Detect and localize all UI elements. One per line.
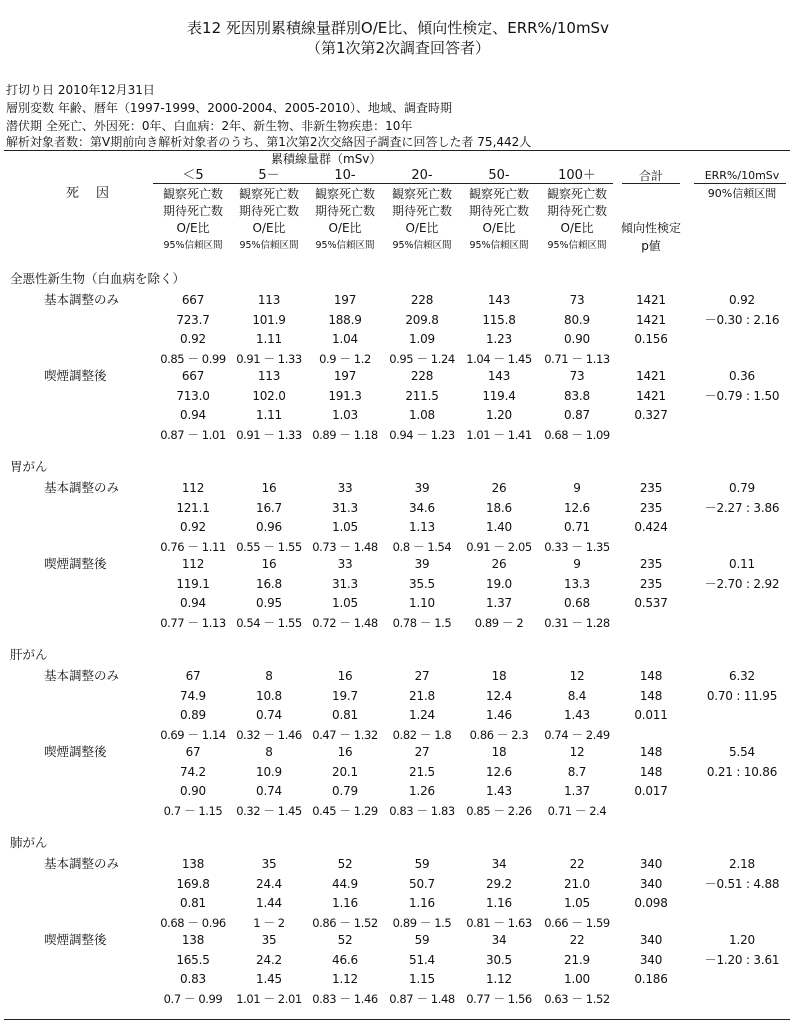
adjustment-label: 基本調整のみ <box>44 480 120 495</box>
confidence-interval: 0.77 － 1.13 <box>160 615 226 630</box>
table-subtitle: （第1次第2次調査回答者） <box>305 39 491 57</box>
dose-label: ＜5 <box>182 168 204 183</box>
observed-header: 観察死亡数 <box>468 187 529 201</box>
cause-label: 胃がん <box>10 459 48 474</box>
oe-ratio: 1.05 <box>332 596 358 610</box>
adjustment-label: 基本調整のみ <box>44 856 120 871</box>
oe-header: O/E比 <box>405 221 439 235</box>
expected-header: 期待死亡数 <box>391 204 452 218</box>
oe-ratio: 1.11 <box>256 332 282 346</box>
observed-count: 667 <box>181 369 205 383</box>
oe-ratio: 0.94 <box>180 408 206 422</box>
expected-count: 31.3 <box>332 500 358 515</box>
confidence-interval: 0.55 － 1.55 <box>236 539 302 554</box>
observed-count: 34 <box>491 933 507 947</box>
total-expected: 148 <box>639 688 663 703</box>
oe-ratio: 1.37 <box>486 596 512 610</box>
oe-ratio: 0.92 <box>180 332 206 346</box>
oe-ratio: 1.16 <box>409 896 435 910</box>
oe-ratio: 1.10 <box>409 596 435 610</box>
expected-count: 165.5 <box>176 952 210 967</box>
expected-count: 21.5 <box>409 764 435 779</box>
confidence-interval: 0.85 － 2.26 <box>466 803 532 818</box>
trend-p-value: 0.098 <box>634 896 668 910</box>
expected-count: 34.6 <box>409 500 435 515</box>
oe-ratio: 1.11 <box>256 408 282 422</box>
observed-count: 9 <box>573 557 581 571</box>
observed-count: 16 <box>337 745 353 759</box>
confidence-interval: 0.91 － 1.33 <box>236 427 302 442</box>
err-value: 6.32 <box>729 669 755 683</box>
expected-count: 80.9 <box>564 312 590 327</box>
total-expected: 1421 <box>636 388 666 403</box>
confidence-interval: 0.85 － 0.99 <box>160 351 226 366</box>
table-bottom-rule <box>4 1019 790 1020</box>
confidence-interval: 0.76 － 1.11 <box>160 539 226 554</box>
expected-count: 8.4 <box>567 688 587 703</box>
oe-ratio: 1.37 <box>564 784 590 798</box>
confidence-interval: 0.86 － 1.52 <box>312 915 378 930</box>
confidence-interval: 0.87 － 1.48 <box>389 991 455 1006</box>
expected-count: 10.9 <box>256 764 282 779</box>
oe-ratio: 0.83 <box>180 972 206 986</box>
err-value: 0.11 <box>729 557 755 571</box>
expected-count: 12.6 <box>486 764 512 779</box>
expected-count: 12.6 <box>564 500 590 515</box>
observed-count: 18 <box>491 745 507 759</box>
expected-count: 13.3 <box>564 576 590 591</box>
oe-ratio: 1.13 <box>409 520 435 534</box>
expected-count: 12.4 <box>486 688 512 703</box>
total-observed: 235 <box>639 557 663 571</box>
expected-count: 50.7 <box>409 876 435 891</box>
confidence-interval: 1.01 － 1.41 <box>466 427 532 442</box>
confidence-interval: 0.91 － 1.33 <box>236 351 302 366</box>
observed-count: 52 <box>337 857 353 871</box>
expected-count: 31.3 <box>332 576 358 591</box>
ci-header: 95%信頼区間 <box>163 240 223 251</box>
observed-count: 8 <box>265 669 273 683</box>
expected-count: 723.7 <box>176 312 210 327</box>
confidence-interval: 1.04 － 1.45 <box>466 351 532 366</box>
confidence-interval: 0.32 － 1.46 <box>236 727 302 742</box>
trend-test-header: 傾向性検定 <box>620 221 681 235</box>
expected-count: 102.0 <box>252 388 286 403</box>
observed-header: 観察死亡数 <box>162 187 223 201</box>
confidence-interval: 0.72 － 1.48 <box>312 615 378 630</box>
confidence-interval: 0.7 － 1.15 <box>163 803 223 818</box>
expected-count: 74.2 <box>180 764 206 779</box>
adjustment-label: 喫煙調整後 <box>44 556 107 571</box>
expected-count: 18.6 <box>486 500 512 515</box>
cause-header: 死 因 <box>66 186 112 201</box>
confidence-interval: 0.32 － 1.45 <box>236 803 302 818</box>
total-observed: 148 <box>639 745 663 759</box>
total-header: 合計 <box>638 169 663 183</box>
oe-ratio: 1.04 <box>332 332 358 346</box>
confidence-interval: 0.82 － 1.8 <box>392 727 452 742</box>
confidence-interval: 0.7 － 0.99 <box>163 991 223 1006</box>
trend-p-value: 0.186 <box>634 972 668 986</box>
confidence-interval: 0.47 － 1.32 <box>312 727 378 742</box>
expected-header: 期待死亡数 <box>546 204 607 218</box>
ci-header: 95%信頼区間 <box>392 240 452 251</box>
oe-ratio: 1.12 <box>332 972 358 986</box>
oe-ratio: 1.43 <box>564 708 590 722</box>
observed-count: 34 <box>491 857 507 871</box>
observed-count: 667 <box>181 293 205 307</box>
err-value: 0.36 <box>729 369 755 383</box>
expected-count: 16.8 <box>256 576 282 591</box>
table-title: 表12 死因別累積線量群別O/E比、傾向性検定、ERR%/10mSv <box>187 19 609 37</box>
observed-count: 26 <box>491 557 507 571</box>
confidence-interval: 0.89 － 1.18 <box>312 427 378 442</box>
cause-label: 全悪性新生物（白血病を除く） <box>10 271 186 286</box>
dose-header-underline <box>153 183 613 184</box>
total-observed: 148 <box>639 669 663 683</box>
observed-count: 138 <box>181 933 205 947</box>
trend-p-value: 0.327 <box>634 408 668 422</box>
expected-count: 119.1 <box>176 576 210 591</box>
oe-ratio: 0.95 <box>256 596 282 610</box>
err-confidence-interval: －2.70 : 2.92 <box>704 576 780 591</box>
oe-ratio: 1.05 <box>564 896 590 910</box>
oe-ratio: 1.24 <box>409 708 435 722</box>
confidence-interval: 0.83 － 1.46 <box>312 991 378 1006</box>
ci-header: 95%信頼区間 <box>547 240 607 251</box>
observed-count: 73 <box>569 369 585 383</box>
latency-period: 潜伏期 全死亡、外因死：0年、白血病：2年、新生物、非新生物疾患：10年 <box>6 119 413 133</box>
observed-count: 12 <box>569 745 585 759</box>
oe-ratio: 0.74 <box>256 784 282 798</box>
oe-ratio: 1.09 <box>409 332 435 346</box>
expected-count: 121.1 <box>176 500 210 515</box>
observed-count: 22 <box>569 857 585 871</box>
expected-count: 35.5 <box>409 576 435 591</box>
observed-count: 143 <box>487 369 511 383</box>
oe-header: O/E比 <box>328 221 362 235</box>
expected-count: 24.2 <box>256 952 282 967</box>
observed-count: 112 <box>181 481 205 495</box>
expected-count: 188.9 <box>328 312 362 327</box>
observed-count: 35 <box>261 933 277 947</box>
confidence-interval: 0.68 － 0.96 <box>160 915 226 930</box>
observed-count: 26 <box>491 481 507 495</box>
oe-ratio: 0.94 <box>180 596 206 610</box>
observed-count: 22 <box>569 933 585 947</box>
expected-count: 119.4 <box>482 388 516 403</box>
dose-label: 5－ <box>258 168 280 183</box>
confidence-interval: 0.66 － 1.59 <box>544 915 610 930</box>
confidence-interval: 1 － 2 <box>253 915 285 930</box>
trend-p-value: 0.537 <box>634 596 668 610</box>
confidence-interval: 0.54 － 1.55 <box>236 615 302 630</box>
observed-count: 113 <box>257 293 281 307</box>
adjustment-label: 喫煙調整後 <box>44 932 107 947</box>
oe-header: O/E比 <box>252 221 286 235</box>
expected-header: 期待死亡数 <box>238 204 299 218</box>
oe-ratio: 0.90 <box>180 784 206 798</box>
observed-count: 228 <box>410 369 434 383</box>
confidence-interval: 0.89 － 2 <box>474 615 524 630</box>
oe-ratio: 0.71 <box>564 520 590 534</box>
oe-ratio: 1.15 <box>409 972 435 986</box>
expected-count: 8.7 <box>567 764 587 779</box>
expected-count: 46.6 <box>332 952 358 967</box>
confidence-interval: 0.71 － 1.13 <box>544 351 610 366</box>
expected-count: 101.9 <box>252 312 286 327</box>
confidence-interval: 0.86 － 2.3 <box>469 727 529 742</box>
observed-count: 8 <box>265 745 273 759</box>
expected-count: 19.0 <box>486 576 512 591</box>
confidence-interval: 0.83 － 1.83 <box>389 803 455 818</box>
err-confidence-interval: 0.70 : 11.95 <box>706 688 778 703</box>
trend-p-value: 0.424 <box>634 520 668 534</box>
err-confidence-interval: －0.30 : 2.16 <box>704 312 780 327</box>
dose-label: 100＋ <box>558 168 596 183</box>
expected-count: 19.7 <box>332 688 358 703</box>
expected-header: 期待死亡数 <box>468 204 529 218</box>
observed-count: 18 <box>491 669 507 683</box>
observed-count: 228 <box>410 293 434 307</box>
ci-header: 95%信頼区間 <box>239 240 299 251</box>
dose-label: 50- <box>488 168 510 183</box>
table-top-rule <box>4 150 790 151</box>
observed-count: 138 <box>181 857 205 871</box>
adjustment-label: 基本調整のみ <box>44 668 120 683</box>
observed-count: 39 <box>414 481 430 495</box>
confidence-interval: 0.69 － 1.14 <box>160 727 226 742</box>
total-expected: 235 <box>639 576 663 591</box>
confidence-interval: 0.95 － 1.24 <box>389 351 455 366</box>
adjustment-label: 喫煙調整後 <box>44 744 107 759</box>
oe-ratio: 1.40 <box>486 520 512 534</box>
oe-ratio: 0.87 <box>564 408 590 422</box>
oe-ratio: 1.20 <box>486 408 512 422</box>
confidence-interval: 0.9 － 1.2 <box>319 351 371 366</box>
observed-count: 9 <box>573 481 581 495</box>
observed-count: 27 <box>414 745 430 759</box>
confidence-interval: 0.73 － 1.48 <box>312 539 378 554</box>
dose-label: 20- <box>411 168 433 183</box>
observed-count: 16 <box>261 481 277 495</box>
expected-count: 21.9 <box>564 952 590 967</box>
confidence-interval: 0.63 － 1.52 <box>544 991 610 1006</box>
expected-count: 16.7 <box>256 500 282 515</box>
observed-count: 16 <box>337 669 353 683</box>
confidence-interval: 0.89 － 1.5 <box>392 915 452 930</box>
confidence-interval: 0.45 － 1.29 <box>312 803 378 818</box>
subject-count: 解析対象者数：第Ⅴ期前向き解析対象者のうち、第1次第2次交絡因子調査に回答した者 75,442人 <box>6 135 532 149</box>
err-confidence-interval: －0.51 : 4.88 <box>704 876 780 891</box>
confidence-interval: 0.74 － 2.49 <box>544 727 610 742</box>
oe-ratio: 0.81 <box>180 896 206 910</box>
observed-count: 33 <box>337 481 353 495</box>
oe-ratio: 1.03 <box>332 408 358 422</box>
oe-ratio: 1.16 <box>332 896 358 910</box>
trend-p-value: 0.011 <box>634 708 668 722</box>
observed-count: 73 <box>569 293 585 307</box>
cutoff-date: 打切り日 2010年12月31日 <box>6 83 155 97</box>
total-observed: 1421 <box>636 293 666 307</box>
stratification-variables: 層別変数 年齢、暦年（1997-1999、2000-2004、2005-2010）、地域、調査時期 <box>6 101 453 115</box>
confidence-interval: 0.81 － 1.63 <box>466 915 532 930</box>
oe-ratio: 1.23 <box>486 332 512 346</box>
observed-count: 35 <box>261 857 277 871</box>
observed-count: 67 <box>185 669 201 683</box>
err-value: 0.92 <box>729 293 755 307</box>
expected-count: 211.5 <box>405 388 439 403</box>
total-observed: 340 <box>639 933 663 947</box>
oe-ratio: 1.43 <box>486 784 512 798</box>
total-expected: 1421 <box>636 312 666 327</box>
oe-ratio: 0.89 <box>180 708 206 722</box>
confidence-interval: 0.77 － 1.56 <box>466 991 532 1006</box>
expected-count: 169.8 <box>176 876 210 891</box>
expected-count: 209.8 <box>405 312 439 327</box>
confidence-interval: 0.71 － 2.4 <box>547 803 607 818</box>
observed-header: 観察死亡数 <box>391 187 452 201</box>
oe-header: O/E比 <box>482 221 516 235</box>
observed-count: 27 <box>414 669 430 683</box>
observed-count: 197 <box>333 293 357 307</box>
confidence-interval: 0.68 － 1.09 <box>544 427 610 442</box>
cause-label: 肺がん <box>10 835 48 850</box>
observed-count: 39 <box>414 557 430 571</box>
oe-ratio: 1.05 <box>332 520 358 534</box>
expected-count: 115.8 <box>482 312 516 327</box>
err-confidence-interval: －1.20 : 3.61 <box>704 952 780 967</box>
total-expected: 340 <box>639 876 663 891</box>
trend-p-value: 0.017 <box>634 784 668 798</box>
oe-ratio: 0.96 <box>256 520 282 534</box>
expected-count: 21.8 <box>409 688 435 703</box>
expected-count: 21.0 <box>564 876 590 891</box>
observed-count: 67 <box>185 745 201 759</box>
dose-label: 10- <box>334 168 356 183</box>
ci-header: 95%信頼区間 <box>469 240 529 251</box>
oe-ratio: 0.74 <box>256 708 282 722</box>
oe-ratio: 1.26 <box>409 784 435 798</box>
oe-ratio: 1.08 <box>409 408 435 422</box>
observed-count: 112 <box>181 557 205 571</box>
dose-group-label: 累積線量群（mSv） <box>271 152 382 166</box>
oe-ratio: 1.45 <box>256 972 282 986</box>
observed-header: 観察死亡数 <box>238 187 299 201</box>
oe-ratio: 1.44 <box>256 896 282 910</box>
err-confidence-interval: －2.27 : 3.86 <box>704 500 780 515</box>
oe-ratio: 0.79 <box>332 784 358 798</box>
expected-count: 10.8 <box>256 688 282 703</box>
total-expected: 148 <box>639 764 663 779</box>
observed-count: 143 <box>487 293 511 307</box>
p-value-header: p値 <box>641 239 661 253</box>
err-confidence-interval: 0.21 : 10.86 <box>706 764 778 779</box>
observed-count: 16 <box>261 557 277 571</box>
observed-count: 197 <box>333 369 357 383</box>
err-confidence-interval: －0.79 : 1.50 <box>704 388 780 403</box>
expected-count: 20.1 <box>332 764 358 779</box>
oe-ratio: 0.68 <box>564 596 590 610</box>
oe-ratio: 0.90 <box>564 332 590 346</box>
expected-count: 191.3 <box>328 388 362 403</box>
err-value: 0.79 <box>729 481 755 495</box>
err-ci-header: 90%信頼区間 <box>707 187 777 200</box>
confidence-interval: 0.91 － 2.05 <box>466 539 532 554</box>
oe-ratio: 1.46 <box>486 708 512 722</box>
oe-header: O/E比 <box>560 221 594 235</box>
observed-header: 観察死亡数 <box>546 187 607 201</box>
confidence-interval: 0.33 － 1.35 <box>544 539 610 554</box>
total-observed: 1421 <box>636 369 666 383</box>
observed-count: 33 <box>337 557 353 571</box>
expected-header: 期待死亡数 <box>314 204 375 218</box>
err-value: 1.20 <box>729 933 755 947</box>
total-expected: 340 <box>639 952 663 967</box>
err-value: 5.54 <box>729 745 755 759</box>
err-header: ERR%/10mSv <box>704 169 780 182</box>
confidence-interval: 1.01 － 2.01 <box>236 991 302 1006</box>
confidence-interval: 0.8 － 1.54 <box>392 539 452 554</box>
oe-ratio: 1.16 <box>486 896 512 910</box>
adjustment-label: 喫煙調整後 <box>44 368 107 383</box>
expected-count: 51.4 <box>409 952 435 967</box>
err-value: 2.18 <box>729 857 755 871</box>
total-observed: 340 <box>639 857 663 871</box>
expected-count: 83.8 <box>564 388 590 403</box>
expected-header: 期待死亡数 <box>162 204 223 218</box>
oe-ratio: 0.92 <box>180 520 206 534</box>
confidence-interval: 0.78 － 1.5 <box>392 615 452 630</box>
observed-count: 113 <box>257 369 281 383</box>
total-observed: 235 <box>639 481 663 495</box>
oe-ratio: 1.12 <box>486 972 512 986</box>
confidence-interval: 0.31 － 1.28 <box>544 615 610 630</box>
observed-count: 59 <box>414 857 430 871</box>
trend-p-value: 0.156 <box>634 332 668 346</box>
observed-count: 59 <box>414 933 430 947</box>
expected-count: 30.5 <box>486 952 512 967</box>
cause-label: 肝がん <box>10 647 48 662</box>
observed-header: 観察死亡数 <box>314 187 375 201</box>
observed-count: 52 <box>337 933 353 947</box>
observed-count: 12 <box>569 669 585 683</box>
expected-count: 24.4 <box>256 876 282 891</box>
oe-ratio: 0.81 <box>332 708 358 722</box>
adjustment-label: 基本調整のみ <box>44 292 120 307</box>
oe-ratio: 1.00 <box>564 972 590 986</box>
confidence-interval: 0.87 － 1.01 <box>160 427 226 442</box>
total-expected: 235 <box>639 500 663 515</box>
expected-count: 74.9 <box>180 688 206 703</box>
expected-count: 29.2 <box>486 876 512 891</box>
expected-count: 44.9 <box>332 876 358 891</box>
oe-header: O/E比 <box>176 221 210 235</box>
expected-count: 713.0 <box>176 388 210 403</box>
confidence-interval: 0.94 － 1.23 <box>389 427 455 442</box>
ci-header: 95%信頼区間 <box>315 240 375 251</box>
